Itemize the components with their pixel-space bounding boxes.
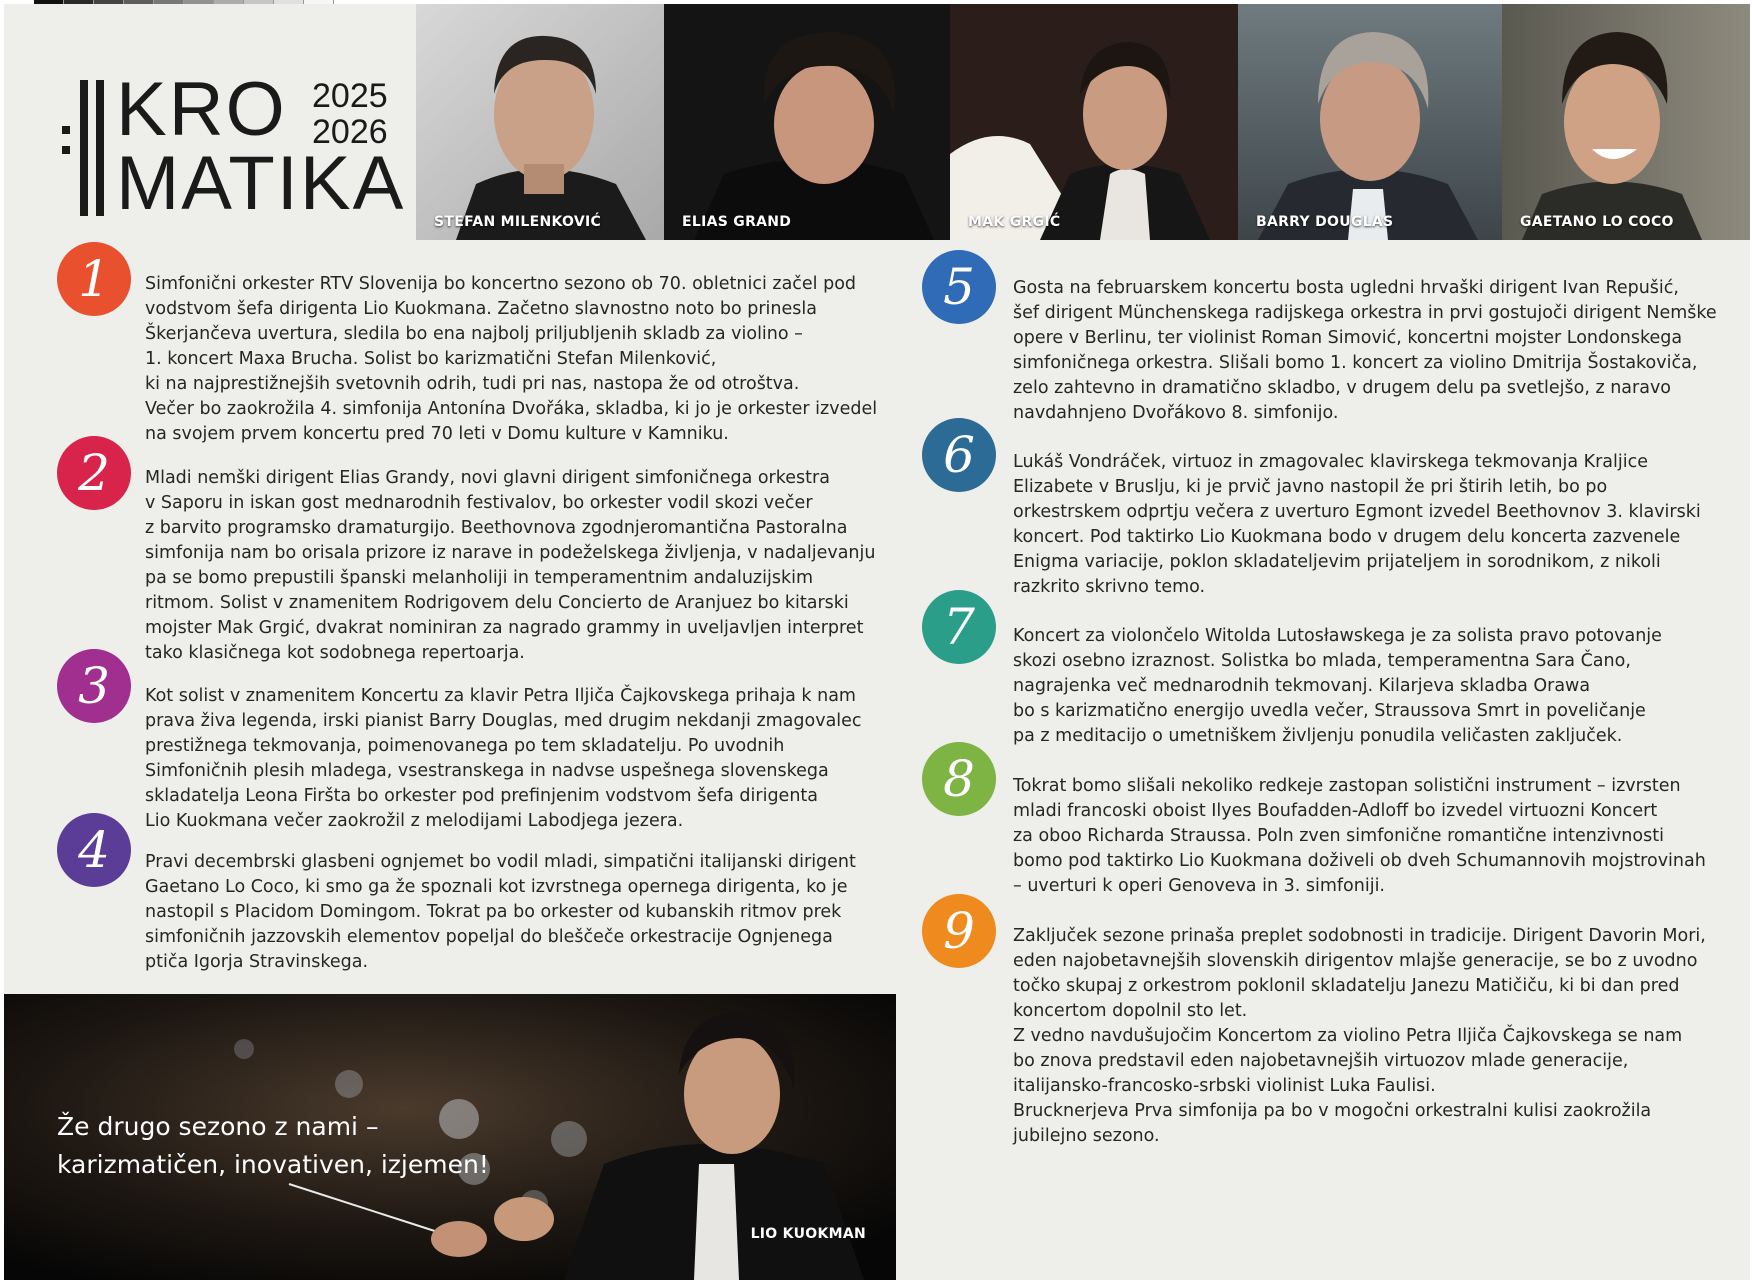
- text-line: Simfoničnih plesih mladega, vsestranskega in nadvse uspešnega slovenskega: [145, 761, 829, 781]
- quote-line: Že drugo sezono z nami –: [57, 1112, 379, 1141]
- concert-number-badge: 5: [922, 250, 996, 324]
- text-line: Zaključek sezone prinaša preplet sodobnosti in tradicije. Dirigent Davorin Mori,: [1013, 926, 1706, 946]
- text-line: italijansko-francosko-srbski violinist Luka Faulisi.: [1013, 1076, 1436, 1096]
- text-line: razkrito skrivno temo.: [1013, 577, 1206, 597]
- kromatika-logo: [62, 67, 406, 228]
- text-line: – uverturi k operi Genoveva in 3. simfoniji.: [1013, 876, 1385, 896]
- text-line: Lio Kuokmana večer zaokrožil z melodijami Labodjega jezera.: [145, 811, 684, 831]
- text-line: navdahnjeno Dvořákovo 8. simfonijo.: [1013, 403, 1339, 423]
- concert-description: [1013, 450, 1701, 600]
- text-line: skozi osebno izraznost. Solistka bo mlada, temperamentna Sara Čano,: [1013, 651, 1631, 671]
- text-line: Brucknerjeva Prva simfonija pa bo v mogočni orkestralni kulisi zaokrožila: [1013, 1101, 1652, 1121]
- text-line: simfoničnih jazzovskih elementov popeljal do bleščeče orkestracije Ognjenega: [145, 927, 833, 947]
- concert-number-badge: 4: [57, 813, 131, 887]
- text-line: za oboo Richarda Straussa. Poln zven simfonične romantične intenzivnosti: [1013, 826, 1664, 846]
- concert-description: [145, 684, 862, 834]
- concert-number-badge: 9: [922, 894, 996, 968]
- season-year-start: 2025: [312, 77, 388, 115]
- concert-description: [1013, 624, 1662, 749]
- text-line: eden najobetavnejših slovenskih dirigentov mlajše generacije, se bo z uvodno: [1013, 951, 1698, 971]
- text-line: mojster Mak Grgić, dvakrat nominiran za nagrado grammy in uveljavljen interpret: [145, 618, 864, 638]
- text-line: prava živa legenda, irski pianist Barry Douglas, med drugim nekdanji zmagovalec: [145, 711, 862, 731]
- portrait-photo: [950, 4, 1238, 240]
- text-line: šef dirigent Münchenskega radijskega orkestra in prvi gostujoči dirigent Nemške: [1013, 303, 1717, 323]
- text-line: točko skupaj z orkestrom poklonil skladatelju Janezu Matičiču, ki bi dan pred: [1013, 976, 1680, 996]
- text-line: jubilejno sezono.: [1013, 1126, 1160, 1146]
- season-year-end: 2026: [312, 113, 388, 151]
- text-line: z barvito programsko dramaturgijo. Beethovnova zgodnjeromantična Pastoralna: [145, 518, 848, 538]
- concert-number-badge: 2: [57, 436, 131, 510]
- logo-bar: [96, 80, 104, 216]
- portrait-photo: [416, 4, 664, 240]
- portrait-caption: GAETANO LO COCO: [1520, 214, 1674, 230]
- logo-dot: [62, 146, 70, 154]
- text-line: simfonija nam bo orisala prizore iz narave in podeželskega življenja, v nadaljevanju: [145, 543, 876, 563]
- concert-description: [145, 272, 877, 447]
- text-line: Kot solist v znamenitem Koncertu za klavir Petra Iljiča Čajkovskega prihaja k nam: [145, 686, 856, 706]
- text-line: prestižnega tekmovanja, poimenovanega po tem skladatelju. Po uvodnih: [145, 736, 785, 756]
- text-line: pa se bomo prepustili španski melanholiji in temperamentnim andaluzijskim: [145, 568, 813, 588]
- text-line: koncert. Pod taktirko Lio Kuokmana bodo v drugem delu koncerta zazvenele: [1013, 527, 1681, 547]
- concert-number-badge: 7: [922, 590, 996, 664]
- portrait-mak-grgic: [950, 4, 1238, 240]
- text-line: ritmom. Solist v znamenitem Rodrigovem delu Concierto de Aranjuez bo kitarski: [145, 593, 849, 613]
- text-line: Pravi decembrski glasbeni ognjemet bo vodil mladi, simpatični italijanski dirigent: [145, 852, 856, 872]
- text-line: Koncert za violončelo Witolda Lutosławskega je za solista pravo potovanje: [1013, 626, 1662, 646]
- text-line: simfoničnega orkestra. Slišali bomo 1. koncert za violino Dmitrija Šostakoviča,: [1013, 353, 1698, 373]
- concert-description: [145, 850, 856, 975]
- logo-word-matika: MATIKA: [116, 141, 406, 226]
- text-line: nagrajenka več mednarodnih tekmovanj. Kilarjeva skladba Orawa: [1013, 676, 1591, 696]
- text-line: Lukáš Vondráček, virtuoz in zmagovalec klavirskega tekmovanja Kraljice: [1013, 452, 1648, 472]
- concert-description: [145, 466, 875, 666]
- concert-number-badge: 8: [922, 742, 996, 816]
- text-line: mladi francoski oboist Ilyes Boufadden-Adloff bo izvedel virtuozni Koncert: [1013, 801, 1658, 821]
- portrait-elias-grand: [664, 4, 950, 240]
- text-line: bo znova predstavil eden najobetavnejših virtuozov mlade generacije,: [1013, 1051, 1629, 1071]
- text-line: Z vedno navdušujočim Koncertom za violino Petra Iljiča Čajkovskega se nam: [1013, 1026, 1683, 1046]
- text-line: Gaetano Lo Coco, ki smo ga že spoznali kot izvrstnega opernega dirigenta, ko je: [145, 877, 848, 897]
- logo-word-kro: KRO: [116, 67, 287, 152]
- text-line: tako klasičnega kot sodobnega repertoarja.: [145, 643, 525, 663]
- quote-line: karizmatičen, inovativen, izjemen!: [57, 1150, 489, 1179]
- portrait-caption: MAK GRGIĆ: [968, 214, 1061, 230]
- soloist-portraits: [416, 4, 1750, 240]
- portrait-caption: STEFAN MILENKOVIĆ: [434, 214, 602, 230]
- text-line: vodstvom šefa dirigenta Lio Kuokmana. Začetno slavnostno noto bo prinesla: [145, 299, 817, 319]
- portrait-photo: [1502, 4, 1750, 240]
- text-line: Gosta na februarskem koncertu bosta ugledni hrvaški dirigent Ivan Repušić,: [1013, 278, 1679, 298]
- portrait-caption: BARRY DOUGLAS: [1256, 214, 1394, 230]
- portrait-barry-douglas: [1238, 4, 1502, 240]
- portrait-photo: [664, 4, 950, 240]
- banner-caption: LIO KUOKMAN: [750, 1226, 866, 1242]
- text-line: 1. koncert Maxa Brucha. Solist bo karizmatični Stefan Milenković,: [145, 349, 717, 369]
- text-line: Enigma variacije, poklon skladateljevim prijateljem in sorodnikom, z nikoli: [1013, 552, 1661, 572]
- portrait-photo: [1238, 4, 1502, 240]
- text-line: koncertom dopolnil sto let.: [1013, 1001, 1248, 1021]
- concert-number-badge: 3: [57, 649, 131, 723]
- concert-number-badge: 1: [57, 242, 131, 316]
- text-line: pa z meditacijo o umetniškem življenju ponudila veličasten zaključek.: [1013, 726, 1623, 746]
- text-line: bo s karizmatično energijo uvedla večer, Straussova Smrt in poveličanje: [1013, 701, 1646, 721]
- logo-bar: [80, 80, 88, 216]
- text-line: orkestrskem odprtju večera z uverturo Egmont izvedel Beethovnov 3. klavirski: [1013, 502, 1701, 522]
- text-line: zelo zahtevno in dramatično skladbo, v drugem delu pa svetlejšo, z naravo: [1013, 378, 1672, 398]
- concert-description: [1013, 774, 1706, 899]
- portrait-caption: ELIAS GRAND: [682, 214, 792, 230]
- text-line: v Saporu in iskan gost mednarodnih festivalov, bo orkester vodil skozi večer: [145, 493, 813, 513]
- text-line: Tokrat bomo slišali nekoliko redkeje zastopan solistični instrument – izvrsten: [1013, 776, 1681, 796]
- text-line: Mladi nemški dirigent Elias Grandy, novi glavni dirigent simfoničnega orkestra: [145, 468, 830, 488]
- text-line: Škerjančeva uvertura, sledila bo ena najbolj priljubljenih skladb za violino –: [145, 324, 803, 344]
- text-line: opere v Berlinu, ter violinist Roman Simović, koncertni mojster Londonskega: [1013, 328, 1683, 348]
- concert-description: [1013, 276, 1717, 426]
- text-line: bomo pod taktirko Lio Kuokmana doživeli ob dveh Schumannovih mojstrovinah: [1013, 851, 1706, 871]
- concert-description: [1013, 924, 1706, 1149]
- text-line: nastopil s Placidom Domingom. Tokrat pa bo orkester od kubanskih ritmov prek: [145, 902, 842, 922]
- season-years: [312, 78, 388, 150]
- brochure-page: [4, 4, 1750, 1280]
- banner-quote: [57, 1108, 489, 1184]
- concert-number-badge: 6: [922, 418, 996, 492]
- text-line: Elizabete v Bruslju, ki je prvič javno nastopil že pri štirih letih, bo po: [1013, 477, 1608, 497]
- text-line: ki na najprestižnejših svetovnih odrih, tudi pri nas, nastopa že od otroštva.: [145, 374, 800, 394]
- text-line: ptiča Igorja Stravinskega.: [145, 952, 369, 972]
- text-line: skladatelja Leona Firšta bo orkester pod prefinjenim vodstvom šefa dirigenta: [145, 786, 818, 806]
- portrait-gaetano-lo-coco: [1502, 4, 1750, 240]
- text-line: na svojem prvem koncertu pred 70 leti v Domu kulture v Kamniku.: [145, 424, 729, 444]
- text-line: Simfonični orkester RTV Slovenija bo koncertno sezono ob 70. obletnici začel pod: [145, 274, 857, 294]
- logo-dot: [62, 126, 70, 134]
- text-line: Večer bo zaokrožila 4. simfonija Antonína Dvořáka, skladba, ki jo je orkester izvedel: [145, 399, 878, 419]
- portrait-stefan-milenkovic: [416, 4, 664, 240]
- conductor-banner: [4, 994, 896, 1280]
